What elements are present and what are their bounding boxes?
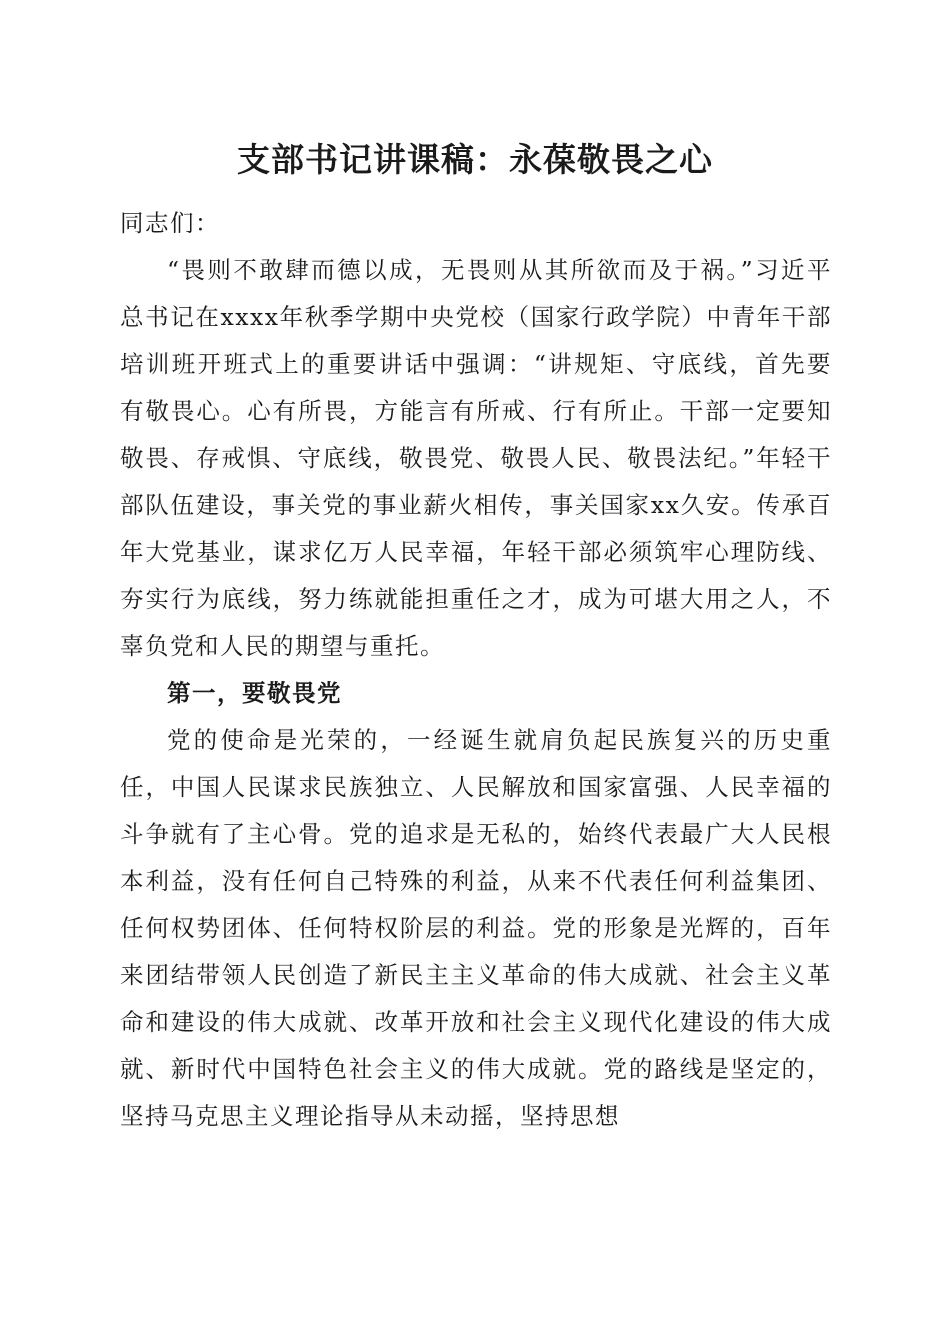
section-paragraph: 党的使命是光荣的，一经诞生就肩负起民族复兴的历史重任，中国人民谋求民族独立、人民解放和国家富强、人民幸福的斗争就有了主心骨。党的追求是无私的，始终代表最广大人民根本利益，没有任何自己特殊的利益，从来不代表任何利益集团、任何权势团体、任何特权阶层的利益。党的形象是光辉的，百年来团结带领人民创造了新民主主义革命的伟大成就、社会主义革命和建设的伟大成就、改革开放和社会主义现代化建设的伟大成就、新时代中国特色社会主义的伟大成就。党的路线是坚定的，坚持马克思主义理论指导从未动摇，坚持思想	[120, 726, 832, 1130]
page-title: 支部书记讲课稿：永葆敬畏之心	[237, 140, 713, 179]
intro-paragraph: “畏则不敢肆而德以成，无畏则从其所欲而及于祸。”习近平总书记在xxxx年秋季学期中央党校（国家行政学院）中青年干部培训班开班式上的重要讲话中强调：“讲规矩、守底线，首先要有敬畏心。心有所畏，方能言有所戒、行有所止。干部一定要知敬畏、存戒惧、守底线，敬畏党、敬畏人民、敬畏法纪。”年轻干部队伍建设，事关党的事业薪火相传，事关国家xx久安。传承百年大党基业，谋求亿万人民幸福，年轻干部必须筑牢心理防线、夯实行为底线，努力练就能担重任之才，成为可堪大用之人，不辜负党和人民的期望与重托。	[120, 256, 832, 660]
document-body	[120, 200, 832, 1140]
salutation: 同志们：	[120, 209, 220, 237]
section-heading: 第一，要敬畏党	[167, 679, 342, 707]
